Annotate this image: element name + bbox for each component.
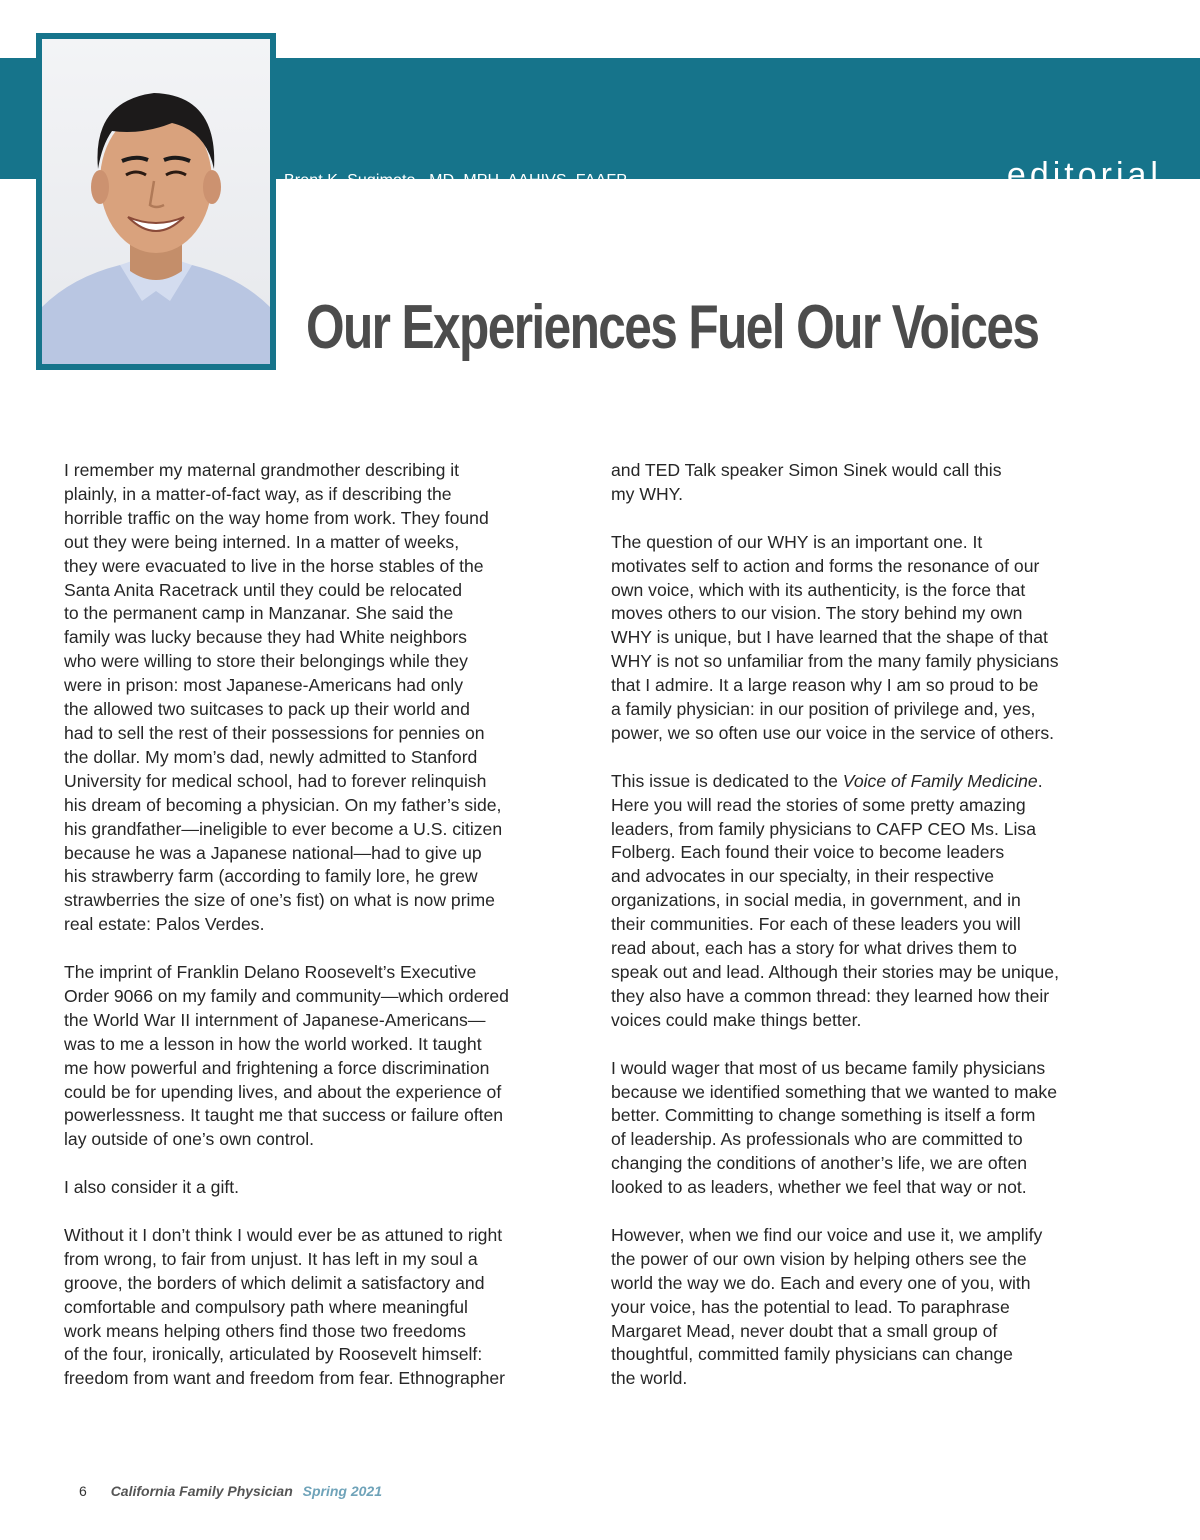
section-label: editorial — [1006, 156, 1162, 194]
paragraph: However, when we find our voice and use it, we amplify the power of our own vision by helping others see the world the way we do. Each and every one of you, with your voice, has the potential to lead. To paraphrase Margaret Mead, never doubt that a small group of thoughtful, committed family physicians can change the world. — [611, 1224, 1043, 1389]
paragraph: and TED Talk speaker Simon Sinek would call this my WHY. — [611, 460, 1002, 504]
text-run: This issue is dedicated to the — [611, 770, 843, 791]
paragraph: The imprint of Franklin Delano Roosevelt’s Executive Order 9066 on my family and community—which ordered the World War II internment of Japanese-Americans— was to me a lesson in how the world worked. It taught me how powerful and frightening a force discrimination could be for upending lives, and about the experience of powerlessness. It taught me that success or failure often lay outside of one’s own control. — [64, 962, 509, 1150]
author-photo — [36, 33, 276, 370]
paragraph — [611, 770, 1151, 1033]
page-number: 6 — [79, 1483, 87, 1499]
paragraph: Without it I don’t think I would ever be as attuned to right from wrong, to fair from unjust. It has left in my soul a groove, the borders of which delimit a satisfactory and comfortable and compulsory path where meaningful work means helping others find those two freedoms of the four, ironically, articulated by Roosevelt himself: freedom from want and freedom from fear. Ethnographer — [64, 1224, 506, 1389]
page-footer — [79, 1483, 382, 1499]
issue-date: Spring 2021 — [302, 1483, 383, 1499]
left-column — [64, 459, 594, 1391]
publication-name: California Family Physician — [110, 1483, 293, 1499]
right-column — [611, 459, 1151, 1391]
text-run: . Here you will read the stories of some pretty amazing leaders, from family physicians to CAFP CEO Ms. Lisa Folberg. Each found their voice to become leaders and advocates in our specialty, in their respective organizations, in social media, in government, and in their communities. For each of these leaders you will read about, each has a story for what drives them to speak out and lead. Although their stories may be unique, they also have a common thread: they learned how their voices could make things better. — [611, 770, 1059, 1030]
paragraph: I would wager that most of us became family physicians because we identified something that we wanted to make better. Committing to change something is itself a form of leadership. As professionals who are committed to changing the conditions of another’s life, we are often looked to as leaders, whether we feel that way or not. — [611, 1057, 1057, 1198]
article-title: Our Experiences Fuel Our Voices — [306, 293, 1039, 362]
author-byline: Brent K. Sugimoto,, MD, MPH, AAHIVS, FAAFP — [284, 172, 627, 189]
headshot-illustration — [42, 39, 270, 364]
issue-theme: Voice of Family Medicine — [842, 770, 1038, 791]
paragraph: The question of our WHY is an important one. It motivates self to action and forms the resonance of our own voice, which with its authenticity, is the force that moves others to our vision. The story behind my own WHY is unique, but I have learned that the shape of that WHY is not so unfamiliar from the many family physicians that I admire. It a large reason why I am so proud to be a family physician: in our position of privilege and, yes, power, we so often use our voice in the service of others. — [611, 531, 1059, 743]
paragraph: I remember my maternal grandmother describing it plainly, in a matter-of-fact way, as if describing the horrible traffic on the way home from work. They found out they were being interned. In a matter of weeks, they were evacuated to live in the horse stables of the Santa Anita Racetrack until they could be relocated to the permanent camp in Manzanar. She said the family was lucky because they had White neighbors who were willing to store their belongings while they were in prison: most Japanese-Americans had only the allowed two suitcases to pack up their world and had to sell the rest of their possessions for pennies on the dollar. My mom’s dad, newly admitted to Stanford University for medical school, had to forever relinquish his dream of becoming a physician. On my father’s side, his grandfather—ineligible to ever become a U.S. citizen because he was a Japanese national—had to give up his strawberry farm (according to family lore, he grew strawberries the size of one’s fist) on what is now prime real estate: Palos Verdes. — [64, 460, 503, 935]
paragraph: I also consider it a gift. — [64, 1177, 240, 1198]
